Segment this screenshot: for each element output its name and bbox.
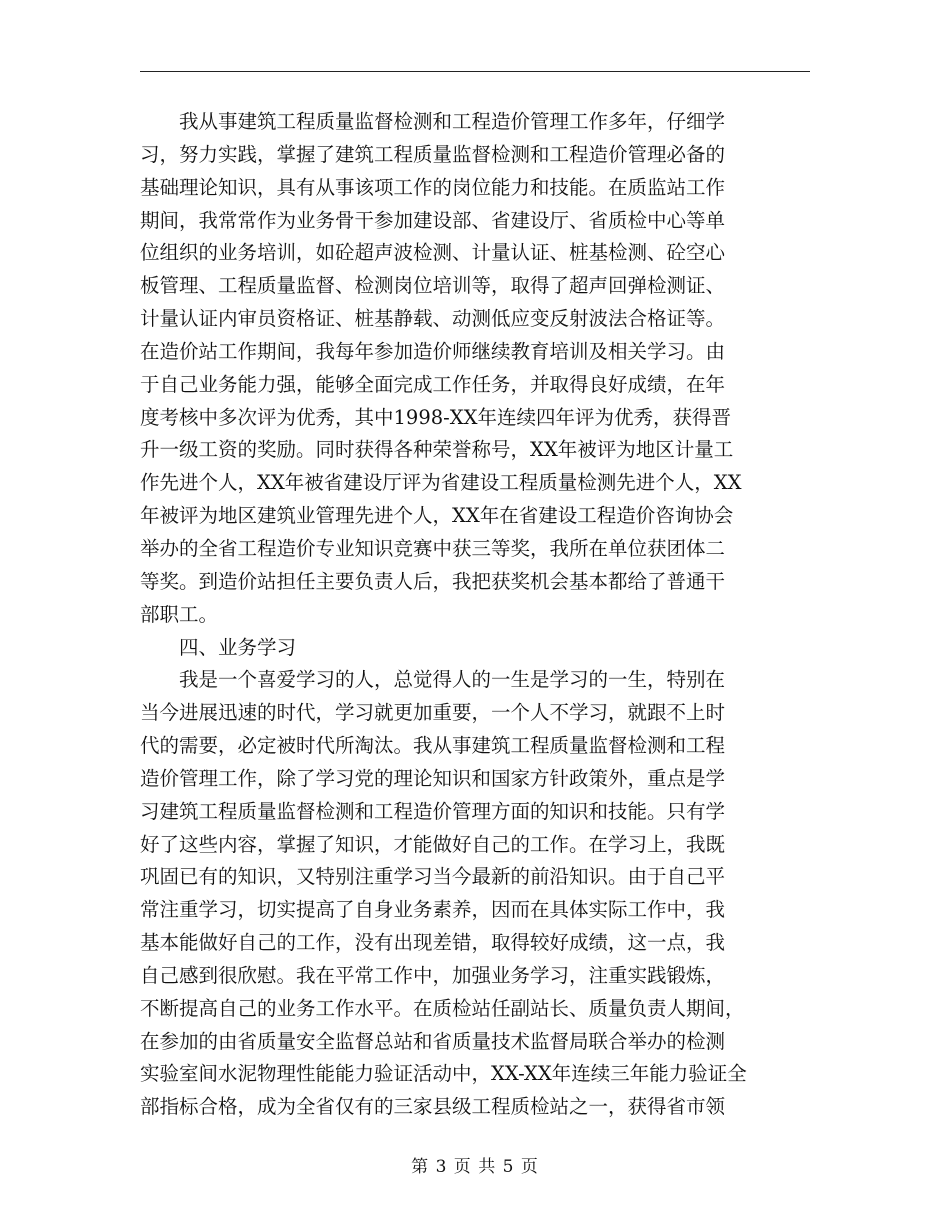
document-body bbox=[140, 106, 812, 1124]
text-line: 部指标合格，成为全省仅有的三家县级工程质检站之一，获得省市领 bbox=[140, 1095, 726, 1119]
page-number-footer: 第 3 页 共 5 页 bbox=[411, 1157, 539, 1177]
text-line: 于自己业务能力强，能够全面完成工作任务，并取得良好成绩，在年 bbox=[140, 372, 726, 396]
text-line: 常注重学习，切实提高了自身业务素养，因而在具体实际工作中，我 bbox=[140, 898, 726, 922]
text-line: 自己感到很欣慰。我在平常工作中，加强业务学习，注重实践锻炼， bbox=[140, 963, 726, 987]
text-line: 计量认证内审员资格证、桩基静载、动测低应变反射波法合格证等。 bbox=[140, 307, 726, 331]
text-line: 当今进展迅速的时代，学习就更加重要，一个人不学习，就跟不上时 bbox=[140, 701, 726, 725]
text-line: 年被评为地区建筑业管理先进个人，XX年在省建设工程造价咨询协会 bbox=[140, 504, 734, 528]
text-line: 位组织的业务培训，如砼超声波检测、计量认证、桩基检测、砼空心 bbox=[140, 241, 726, 265]
text-line: 四、业务学习 bbox=[140, 635, 297, 659]
text-line: 不断提高自己的业务工作水平。在质检站任副站长、质量负责人期间， bbox=[140, 996, 745, 1020]
text-line: 巩固已有的知识，又特别注重学习当今最新的前沿知识。由于自己平 bbox=[140, 865, 726, 889]
text-line: 等奖。到造价站担任主要负责人后，我把获奖机会基本都给了普通干 bbox=[140, 569, 726, 593]
text-line: 习，努力实践，掌握了建筑工程质量监督检测和工程造价管理必备的 bbox=[140, 142, 726, 166]
text-line: 升一级工资的奖励。同时获得各种荣誉称号，XX年被评为地区计量工 bbox=[140, 438, 734, 462]
text-line: 度考核中多次评为优秀，其中1998-XX年连续四年评为优秀，获得晋 bbox=[140, 405, 731, 429]
text-line: 作先进个人，XX年被省建设厅评为省建设工程质量检测先进个人，XX bbox=[140, 471, 742, 495]
text-line: 板管理、工程质量监督、检测岗位培训等，取得了超声回弹检测证、 bbox=[140, 274, 726, 298]
text-line: 基本能做好自己的工作，没有出现差错，取得较好成绩，这一点，我 bbox=[140, 931, 726, 955]
text-line: 在参加的由省质量安全监督总站和省质量技术监督局联合举办的检测 bbox=[140, 1029, 726, 1053]
text-line: 举办的全省工程造价专业知识竞赛中获三等奖，我所在单位获团体二 bbox=[140, 536, 726, 560]
text-line: 代的需要，必定被时代所淘汰。我从事建筑工程质量监督检测和工程 bbox=[140, 734, 726, 758]
text-line: 我是一个喜爱学习的人，总觉得人的一生是学习的一生，特别在 bbox=[140, 668, 726, 692]
text-line: 造价管理工作，除了学习党的理论知识和国家方针政策外，重点是学 bbox=[140, 766, 726, 790]
text-line: 实验室间水泥物理性能能力验证活动中，XX-XX年连续三年能力验证全 bbox=[140, 1062, 747, 1086]
text-line: 我从事建筑工程质量监督检测和工程造价管理工作多年，仔细学 bbox=[140, 110, 726, 133]
header-rule bbox=[140, 71, 810, 72]
text-line: 在造价站工作期间，我每年参加造价师继续教育培训及相关学习。由 bbox=[140, 339, 726, 363]
text-line: 基础理论知识，具有从事该项工作的岗位能力和技能。在质监站工作 bbox=[140, 175, 726, 199]
text-line: 期间，我常常作为业务骨干参加建设部、省建设厅、省质检中心等单 bbox=[140, 208, 726, 232]
text-line: 部职工。 bbox=[140, 602, 219, 626]
text-line: 习建筑工程质量监督检测和工程造价管理方面的知识和技能。只有学 bbox=[140, 799, 726, 823]
text-line: 好了这些内容，掌握了知识，才能做好自己的工作。在学习上，我既 bbox=[140, 832, 726, 856]
